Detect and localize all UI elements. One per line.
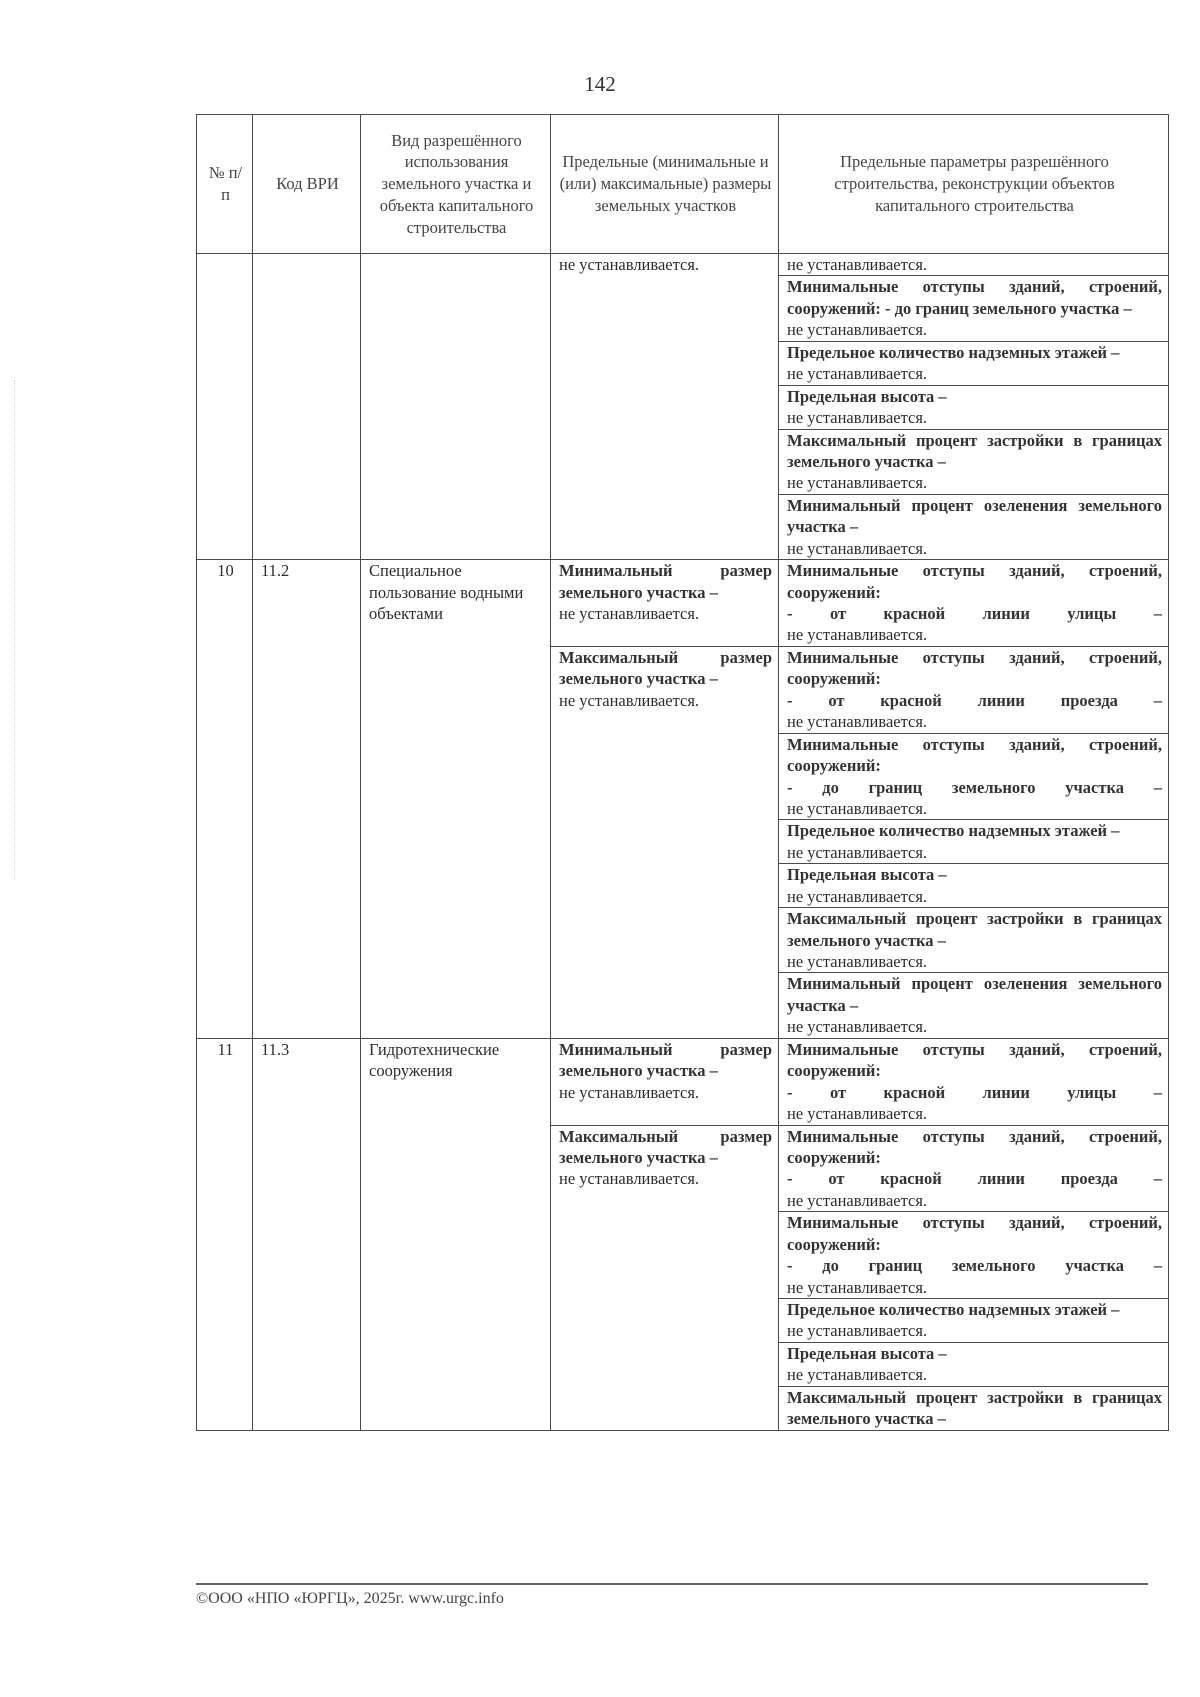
cell-plot-size-max [551, 1125, 779, 1430]
param-value: не устанавливается. [787, 255, 928, 274]
size-title: Максимальный размер земельного участка – [559, 1126, 772, 1167]
table-row [197, 560, 1169, 647]
cell-build-param [779, 973, 1169, 1038]
param-title: Минимальные отступы зданий, строений, сооружений: [787, 1039, 1162, 1081]
cell-use-type [361, 254, 551, 560]
param-title: Предельное количество надземных этажей – [787, 342, 1120, 362]
cell-code [253, 560, 361, 1039]
row-number: 11 [217, 1039, 234, 1059]
param-value: не устанавливается. [787, 952, 928, 971]
cell-build-param [779, 820, 1169, 864]
param-value: не устанавливается. [787, 798, 928, 818]
cell-build-param [779, 1386, 1169, 1430]
param-value: не устанавливается. [787, 886, 928, 906]
param-title: Минимальные отступы зданий, строений, сооружений: [787, 561, 1162, 602]
table-row [197, 1038, 1169, 1125]
row-number: 10 [217, 561, 234, 581]
cell-build-param [779, 341, 1169, 385]
cell-code [253, 1038, 361, 1430]
param-value: не устанавливается. [787, 364, 928, 384]
param-subitem: - до границ земельного участка – [787, 777, 1162, 797]
param-title: Предельное количество надземных этажей – [787, 821, 1120, 841]
header-number: № п/п [197, 115, 253, 254]
cell-build-param [779, 1299, 1169, 1343]
cell-plot-size-min [551, 1038, 779, 1125]
header-use-type: Вид разрешённого использования земельного участка и объекта капитального строительства [361, 115, 551, 254]
cell-plot-size-min [551, 560, 779, 647]
row-code: 11.2 [261, 561, 290, 581]
cell-plot-size [551, 254, 779, 560]
param-title: Предельная высота – [787, 865, 947, 885]
cell-number [197, 560, 253, 1039]
page-number: 142 [584, 72, 616, 96]
cell-build-param [779, 733, 1169, 820]
cell-build-param [779, 276, 1169, 341]
cell-number [197, 254, 253, 560]
param-subitem: - от красной линии проезда – [787, 1169, 1162, 1189]
param-subitem: - до границ земельного участка – [787, 1256, 1162, 1276]
cell-build-param [779, 646, 1169, 733]
cell-build-param [779, 254, 1169, 276]
param-value: не устанавливается. [787, 1365, 928, 1385]
cell-plot-size-max [551, 646, 779, 1038]
cell-code [253, 254, 361, 560]
size-title: Максимальный размер земельного участка – [559, 647, 772, 689]
cell-build-param [779, 908, 1169, 973]
param-subitem: - от красной линии улицы – [787, 1082, 1162, 1102]
row-use-type: Специальное пользование водными объектами [369, 561, 524, 623]
size-title: Минимальный размер земельного участка – [559, 1039, 772, 1081]
param-title: Минимальные отступы зданий, строений, сооружений: - до границ земельного участка – [787, 277, 1162, 318]
cell-build-param [779, 864, 1169, 908]
param-value: не устанавливается. [787, 473, 928, 493]
header-plot-sizes: Предельные (минимальные и (или) максимальные) размеры земельных участков [551, 115, 779, 254]
param-subitem: - от красной линии проезда – [787, 690, 1162, 710]
table-row [197, 254, 1169, 276]
cell-build-param [779, 1125, 1169, 1212]
cell-use-type [361, 1038, 551, 1430]
cell-build-param [779, 385, 1169, 429]
param-subitem: - от красной линии улицы – [787, 604, 1162, 623]
param-value: не устанавливается. [787, 1017, 928, 1037]
param-title: Максимальный процент застройки в границах земельного участка – [787, 1387, 1162, 1429]
param-value: не устанавливается. [787, 1321, 928, 1341]
table-body [197, 254, 1169, 1431]
param-value: не устанавливается. [787, 538, 928, 558]
param-title: Предельная высота – [787, 1343, 947, 1363]
regulations-table [196, 114, 1169, 1431]
footer-rule [196, 1583, 1148, 1585]
cell-build-param [779, 1212, 1169, 1299]
param-title: Предельная высота – [787, 386, 947, 406]
param-value: не устанавливается. [787, 1190, 928, 1210]
size-title: Минимальный размер земельного участка – [559, 561, 772, 602]
row-code: 11.3 [261, 1039, 290, 1059]
size-value: не устанавливается. [559, 255, 700, 274]
param-title: Минимальный процент озеленения земельного участка – [787, 495, 1162, 537]
param-value: не устанавливается. [787, 712, 928, 732]
param-value: не устанавливается. [787, 1277, 928, 1297]
table-header-row [197, 115, 1169, 254]
header-build-params: Предельные параметры разрешённого строительства, реконструкции объектов капитального строительства [779, 115, 1169, 254]
param-value: не устанавливается. [787, 842, 928, 862]
size-value: не устанавливается. [559, 604, 700, 623]
header-code: Код ВРИ [253, 115, 361, 254]
footer-copyright: ©ООО «НПО «ЮРГЦ», 2025г. www.urgc.info [196, 1590, 504, 1607]
size-value: не устанавливается. [559, 690, 700, 710]
param-value: не устанавливается. [787, 320, 928, 340]
cell-build-param [779, 1038, 1169, 1125]
param-title: Минимальные отступы зданий, строений, сооружений: [787, 1126, 1162, 1167]
param-title: Минимальные отступы зданий, строений, сооружений: [787, 647, 1162, 689]
param-title: Минимальные отступы зданий, строений, сооружений: [787, 1213, 1162, 1254]
cell-use-type [361, 560, 551, 1039]
param-value: не устанавливается. [787, 625, 928, 645]
cell-build-param [779, 560, 1169, 647]
param-title: Минимальные отступы зданий, строений, сооружений: [787, 734, 1162, 776]
cell-build-param [779, 494, 1169, 559]
param-title: Максимальный процент застройки в границах земельного участка – [787, 430, 1162, 471]
param-value: не устанавливается. [787, 1104, 928, 1124]
cell-build-param [779, 429, 1169, 494]
row-use-type: Гидротехнические сооружения [369, 1039, 500, 1081]
param-title: Предельное количество надземных этажей – [787, 1300, 1120, 1319]
cell-build-param [779, 1342, 1169, 1386]
param-title: Минимальный процент озеленения земельного участка – [787, 974, 1162, 1015]
param-value: не устанавливается. [787, 408, 928, 428]
size-value: не устанавливается. [559, 1169, 700, 1189]
cell-number [197, 1038, 253, 1430]
param-title: Максимальный процент застройки в границах земельного участка – [787, 909, 1162, 950]
scan-margin-marks [14, 380, 17, 880]
size-value: не устанавливается. [559, 1082, 700, 1102]
